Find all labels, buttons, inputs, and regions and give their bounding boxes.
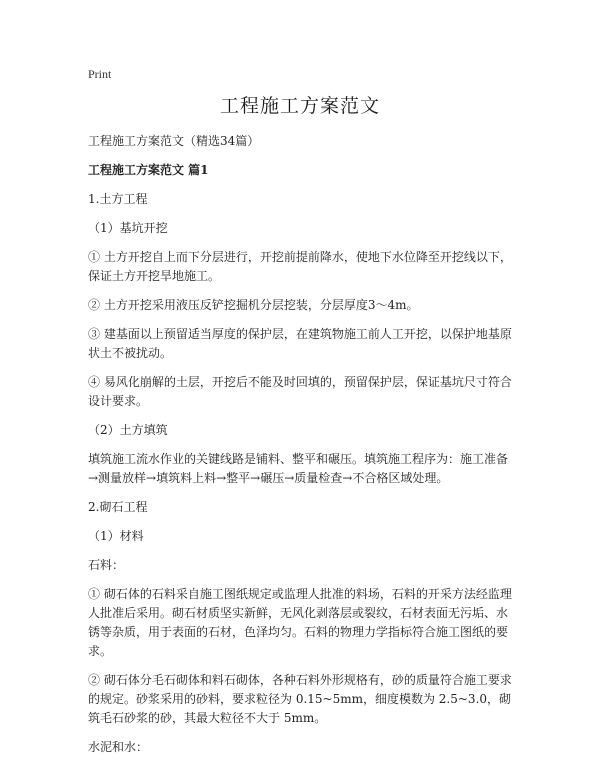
paragraph: 1.土方工程 xyxy=(88,192,148,206)
paragraph: ① 砌石体的石料采自施工图纸规定或监理人批准的料场，石料的开采方法经监理人批准后采用。砌石材质坚实新鲜，无风化剥落层或裂纹，石材表面无污垢、水锈等杂质，用于表面的石材，色泽均匀。石料的物理力学指标符合施工图纸的要求。 xyxy=(88,587,512,658)
paragraph: ② 砌石体分毛石砌体和料石砌体，各种石料外形规格有，砂的质量符合施工要求的规定。砂浆采用的砂料，要求粒径为 0.15~5mm，细度模数为 2.5~3.0，砌筑毛石砂浆的砂，其最大粒径不大于 5mm。 xyxy=(88,673,512,725)
paragraph: （1）材料 xyxy=(88,529,144,543)
document-subtitle: 工程施工方案范文（精选34篇） xyxy=(88,134,260,148)
paragraph: （1）基坑开挖 xyxy=(88,221,168,235)
paragraph: 水泥和水： xyxy=(88,740,149,754)
paragraph: （2）土方填筑 xyxy=(88,423,168,437)
paragraph: ② 土方开挖采用液压反铲挖掘机分层挖装，分层厚度3～4m。 xyxy=(88,298,419,312)
print-label: Print xyxy=(88,67,112,81)
paragraph: ① 土方开挖自上而下分层进行，开挖前提前降水，使地下水位降至开挖线以下，保证土方开挖旱地施工。 xyxy=(88,250,512,283)
paragraph: 填筑施工流水作业的关键线路是铺料、整平和碾压。填筑施工程序为：施工准备→测量放样→填筑料上料→整平→碾压→质量检查→不合格区域处理。 xyxy=(88,452,509,485)
paragraph: ④ 易风化崩解的土层，开挖后不能及时回填的，预留保护层，保证基坑尺寸符合设计要求。 xyxy=(88,375,512,408)
section-heading: 工程施工方案范文 篇1 xyxy=(88,163,209,177)
paragraph: 石料： xyxy=(88,558,125,572)
paragraph: ③ 建基面以上预留适当厚度的保护层，在建筑物施工前人工开挖，以保护地基原状土不被扰动。 xyxy=(88,327,512,360)
paragraph: 2.砌石工程 xyxy=(88,500,148,514)
document-title: 工程施工方案范文 xyxy=(219,95,380,117)
